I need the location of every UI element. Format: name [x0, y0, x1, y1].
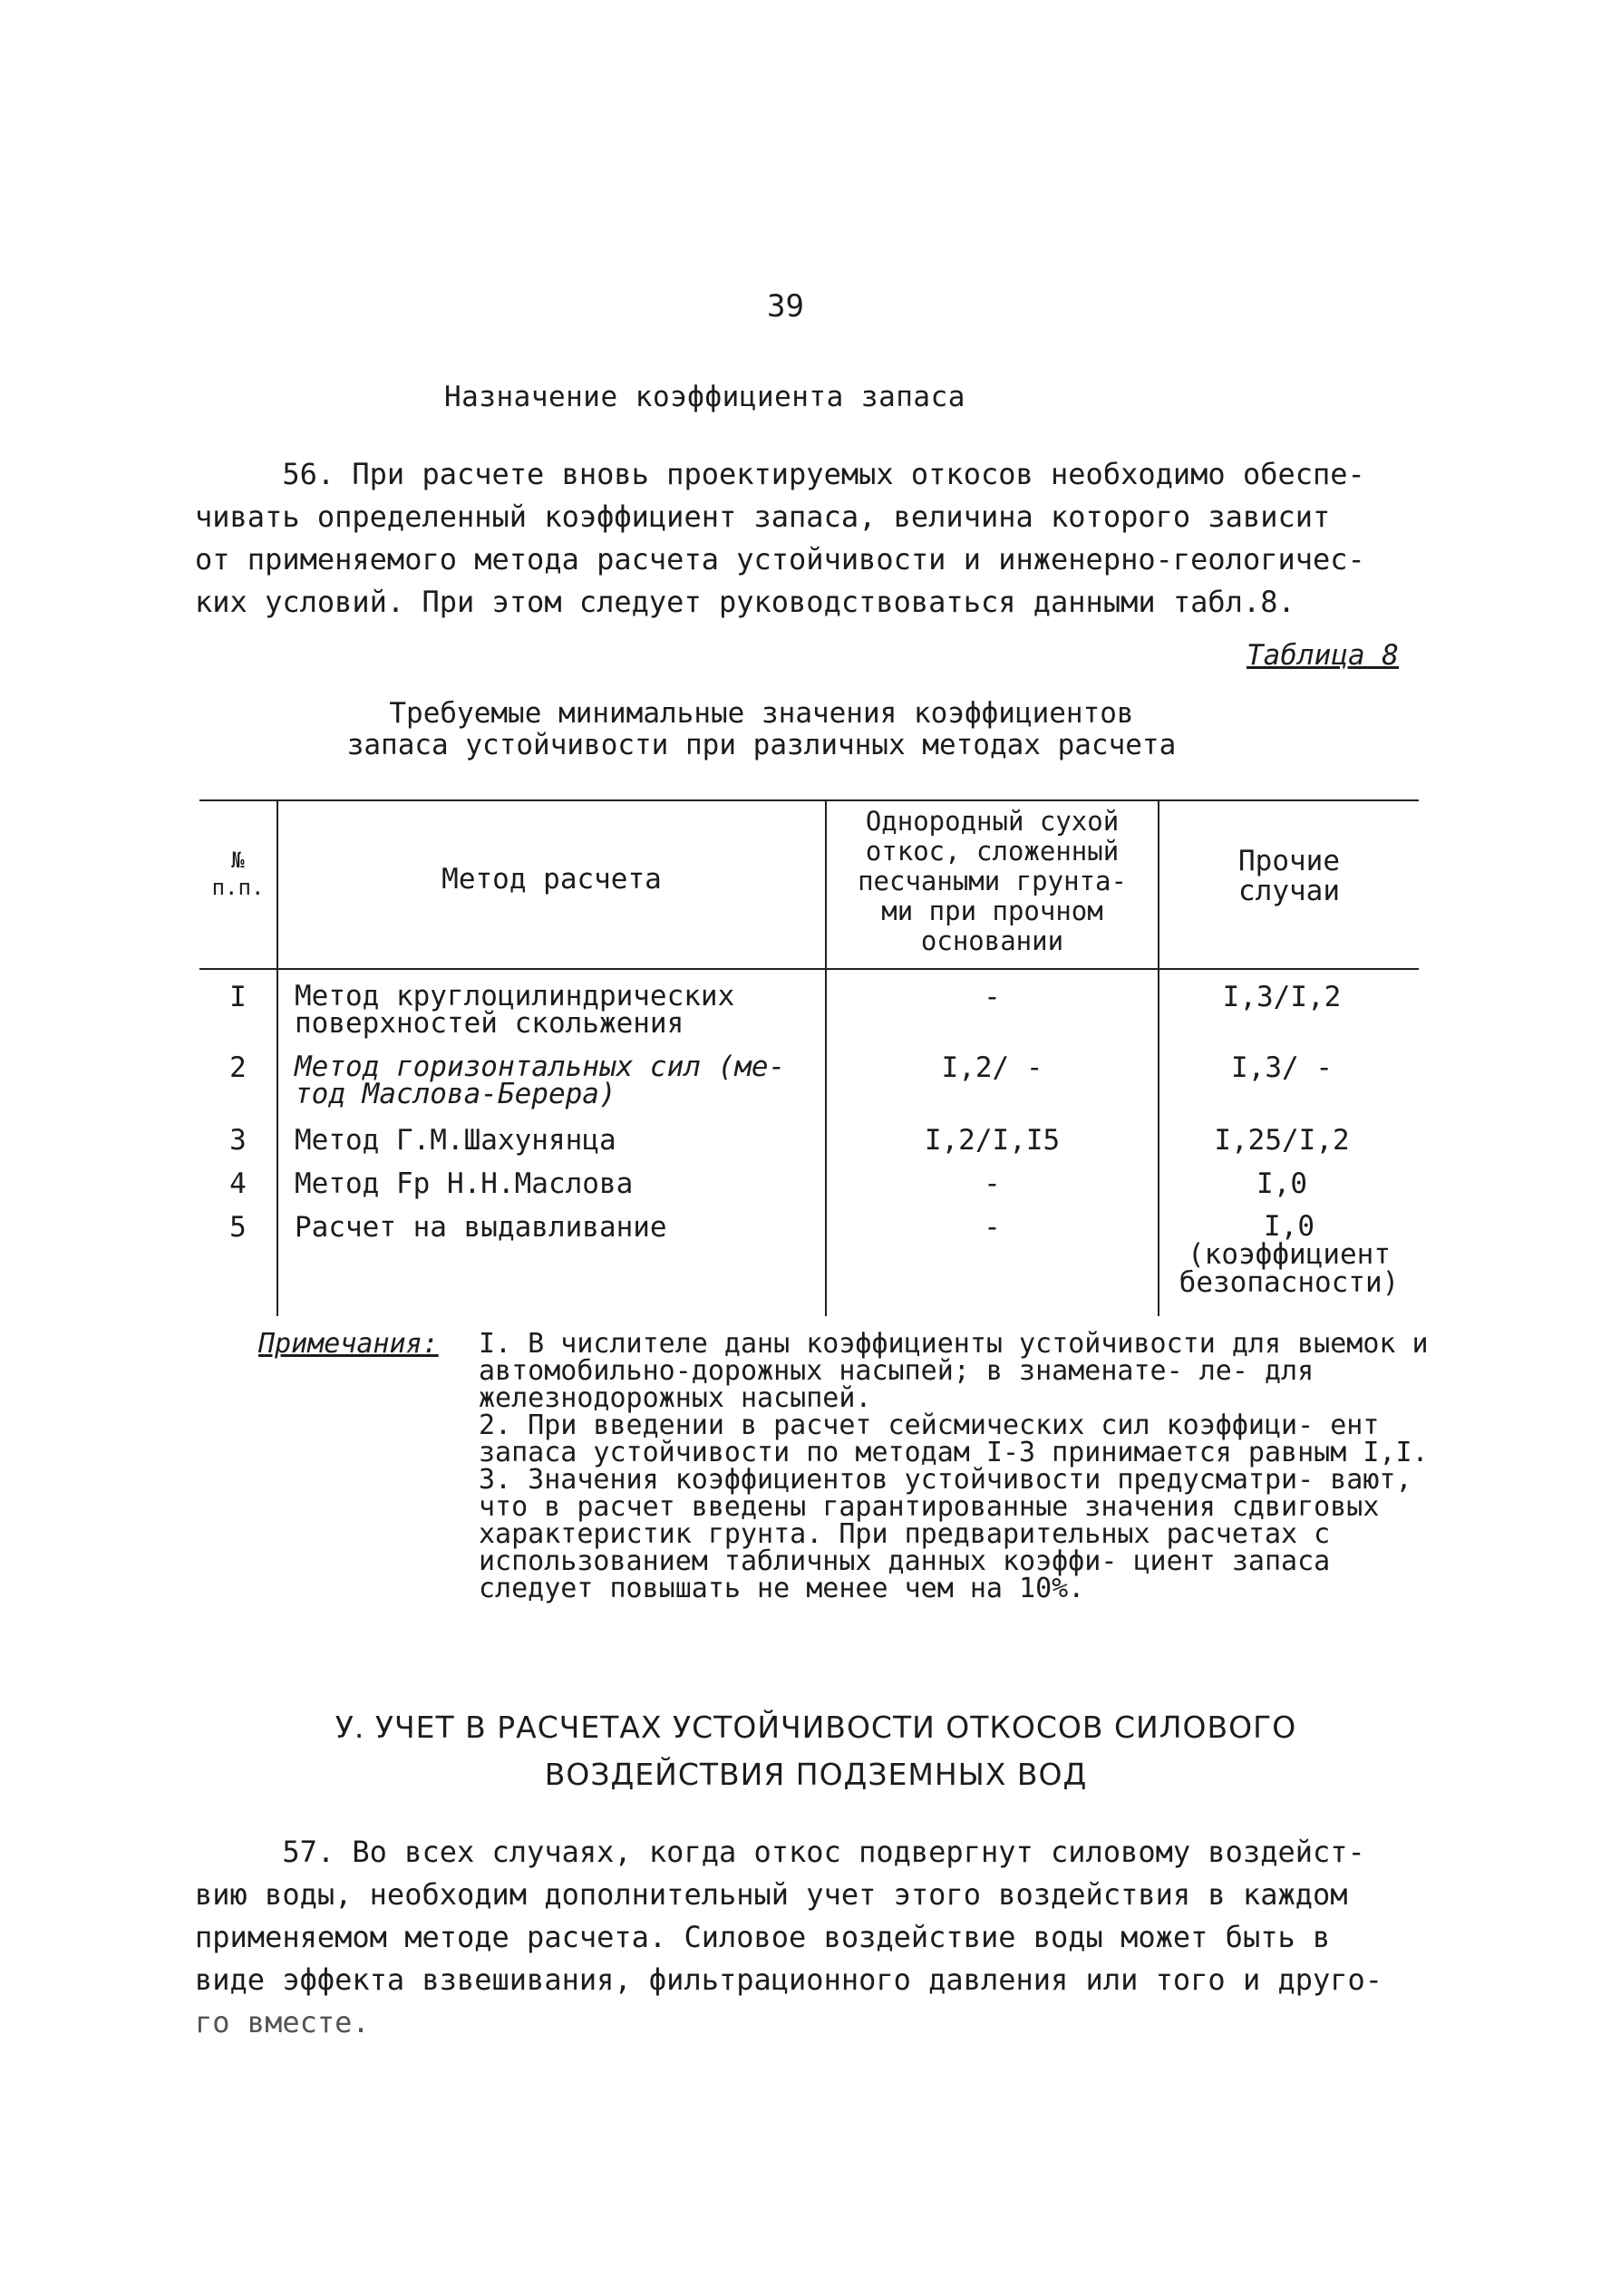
note-item: 2. При введении в расчет сейсмических сил коэффици- ент запаса устойчивости по методам I-3 принимается равным I,I. — [479, 1410, 1429, 1468]
paragraph-57 — [195, 1831, 1419, 2044]
section-title — [272, 1704, 1360, 1798]
row3-num: 3 — [229, 1124, 247, 1157]
paragraph-line: виде эффекта взвешивания, фильтрационного давления или того и друго- — [195, 1962, 1383, 1997]
row1-other: I,3/I,2 — [1222, 981, 1342, 1013]
notes-body — [479, 1328, 1431, 1604]
row1-method: Метод круглоцилиндрических поверхностей скольжения — [295, 980, 735, 1040]
row3-method: Метод Г.М.Шахунянца — [295, 1124, 616, 1157]
header-num: № п.п. — [211, 848, 265, 900]
row5-homogeneous: - — [984, 1211, 1001, 1244]
row4-homogeneous: - — [984, 1167, 1001, 1200]
row2-method: Метод горизонтальных сил (ме- тод Маслова-Берера) — [295, 1051, 786, 1110]
row2-homogeneous: I,2/ - — [941, 1051, 1043, 1084]
coefficients-table — [199, 799, 1419, 1316]
paragraph-line: применяемом методе расчета. Силовое воздействие воды может быть в — [195, 1920, 1331, 1954]
row3-homogeneous: I,2/I,I5 — [924, 1124, 1061, 1157]
row1-num: I — [229, 981, 247, 1013]
row4-method: Метод Fp Н.Н.Маслова — [295, 1167, 634, 1200]
table-header-rule — [199, 968, 1419, 970]
page-number: 39 — [767, 288, 804, 325]
header-homogeneous: Однородный сухой откос, сложенный песчаными грунта- ми при прочном основании — [858, 806, 1127, 956]
paragraph-line: вию воды, необходим дополнительный учет этого воздействия в каждом — [195, 1877, 1348, 1912]
row4-num: 4 — [229, 1167, 247, 1200]
section-heading: Назначение коэффициента запаса — [444, 381, 965, 413]
row2-other: I,3/ - — [1231, 1051, 1333, 1084]
notes-label: Примечания: — [258, 1328, 439, 1360]
row1-homogeneous: - — [984, 981, 1001, 1013]
row2-num: 2 — [229, 1051, 247, 1084]
paragraph-line: го вместе. — [195, 2005, 370, 2039]
row3-other: I,25/I,2 — [1214, 1124, 1350, 1157]
row5-other: I,0 (коэффициент безопасности) — [1179, 1210, 1400, 1299]
paragraph-line: 57. Во всех случаях, когда откос подвергнут силовому воздейст- — [195, 1835, 1365, 1869]
caption-line: запаса устойчивости при различных методах расчета — [346, 729, 1177, 761]
note-item: 3. Значения коэффициентов устойчивости предусматри- вают, что в расчет введены гарантированные значения сдвиговых характеристик грунта. При предварительных расчетах с использованием табличных данных коэффи- циент запаса следует повышать не менее чем на 10%. — [479, 1464, 1412, 1604]
paragraph-line: чивать определенный коэффициент запаса, величина которого зависит — [195, 499, 1331, 534]
note-item: I. В числителе даны коэффициенты устойчивости для выемок и автомобильно-дорожных насыпей; в знаменате- ле- для железнодорожных насыпей. — [479, 1328, 1429, 1414]
caption-line: Требуемые минимальные значения коэффициентов — [389, 697, 1134, 730]
section-title-line: У. УЧЕТ В РАСЧЕТАХ УСТОЙЧИВОСТИ ОТКОСОВ СИЛОВОГО — [335, 1710, 1297, 1745]
paragraph-line: ких условий. При этом следует руководствоваться данными табл.8. — [195, 585, 1295, 619]
section-title-line: ВОЗДЕЙСТВИЯ ПОДЗЕМНЫХ ВОД — [544, 1757, 1088, 1792]
table-top-rule — [199, 799, 1419, 801]
paragraph-line: от применяемого метода расчета устойчивости и инженерно-геологичес- — [195, 542, 1365, 576]
row5-num: 5 — [229, 1211, 247, 1244]
header-method: Метод расчета — [441, 863, 662, 896]
row5-method: Расчет на выдавливание — [295, 1211, 667, 1244]
paragraph-56 — [195, 453, 1419, 624]
row4-other: I,0 — [1256, 1167, 1307, 1200]
table-caption — [308, 698, 1215, 761]
header-other: Прочие случаи — [1238, 845, 1340, 907]
table-label: Таблица 8 — [1247, 639, 1399, 672]
paragraph-line: 56. При расчете вновь проектируемых откосов необходимо обеспе- — [195, 457, 1365, 491]
